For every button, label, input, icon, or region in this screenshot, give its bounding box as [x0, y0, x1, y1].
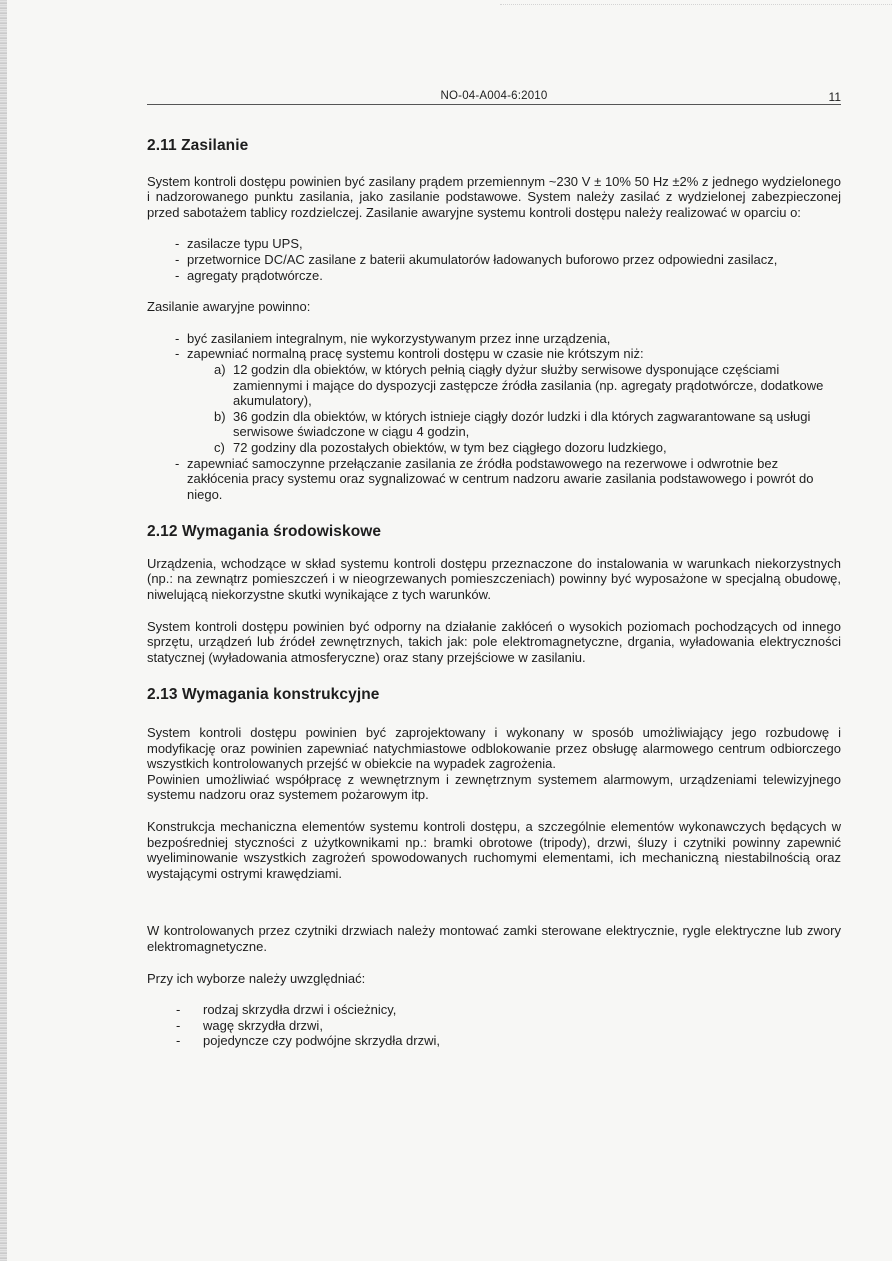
- section-title: 2.13 Wymagania konstrukcyjne: [147, 686, 380, 704]
- list-item-text: zapewniać normalną pracę systemu kontroli dostępu w czasie nie krótszym niż:: [187, 346, 644, 362]
- list-item: - przetwornice DC/AC zasilane z baterii akumulatorów ładowanych buforowo przez odpowiedni zasilacz,: [147, 252, 841, 268]
- list-item: - zasilacze typu UPS,: [147, 236, 841, 252]
- list-item: [147, 346, 841, 455]
- power-source-list: [147, 236, 841, 283]
- paragraph: Urządzenia, wchodzące w skład systemu kontroli dostępu przeznaczone do instalowania w warunkach niekorzystnych (np.: na zewnątrz pomieszczeń i w nieogrzewanych pomieszczeniach) powinny być wyposażone w specjalną obudowę, niwelującą niekorzystne skutki wynikające z tych warunków.: [147, 555, 841, 603]
- list-item: - zapewniać samoczynne przełączanie zasilania ze źródła podstawowego na rezerwowe i odwrotnie bez zakłócenia pracy systemu oraz sygnalizować w centrum nadzoru awarie zasilania podstawowego i powrót do niego.: [147, 456, 841, 503]
- selection-criteria-list: [147, 1002, 841, 1049]
- section-title: 2.12 Wymagania środowiskowe: [147, 523, 382, 541]
- scan-top-edge: [500, 0, 892, 5]
- section-2-13: [147, 687, 841, 1049]
- sublist-item: [147, 409, 841, 440]
- list-item: - rodzaj skrzydła drzwi i ościeżnicy,: [147, 1002, 841, 1018]
- paragraph: System kontroli dostępu powinien być zaprojektowany i wykonany w sposób umożliwiający jego rozbudowę i modyfikację oraz powinien zapewniać natychmiastowe odblokowanie przez obsługę alarmowego centrum odbiorczego wszystkich kontrolowanych przejść w obiekcie na wypadek zagrożenia.: [147, 725, 841, 772]
- paragraph: Zasilanie awaryjne powinno:: [147, 299, 311, 315]
- paragraph: Przy ich wyborze należy uwzględniać:: [147, 970, 366, 986]
- sublist-text: 72 godziny dla pozostałych obiektów, w tym bez ciągłego dozoru ludzkiego,: [233, 439, 667, 455]
- paragraph: Powinien umożliwiać współpracę z wewnętrznym i zewnętrznym systemem alarmowym, urządzeniami telewizyjnego systemu nadzoru oraz systemem pożarowym itp.: [147, 771, 841, 803]
- scan-edge-shadow: [0, 0, 7, 1261]
- sublist-item: [147, 362, 841, 409]
- sublist-marker: a): [214, 361, 226, 377]
- requirements-list: [147, 331, 841, 503]
- list-item: - agregaty prądotwórcze.: [147, 268, 841, 284]
- sublist-marker: b): [214, 408, 226, 424]
- page-header: [147, 86, 841, 105]
- sublist-text: 12 godzin dla obiektów, w których pełnią ciągły dyżur służby serwisowe dysponujące częściami zamiennymi i mające do dyspozycji zastępcze źródła zasilania (np. agregaty prądotwórcze, dodatkowe akumulatory),: [233, 361, 824, 409]
- list-item: - pojedyncze czy podwójne skrzydła drzwi,: [147, 1033, 841, 1049]
- paragraph: System kontroli dostępu powinien być zasilany prądem przemiennym ~230 V ± 10% 50 Hz ±2% z jednego wydzielonego i nadzorowanego punktu zasilania, jako zasilanie podstawowe. System należy zasilać z wydzielonej zabezpieczonej przed sabotażem tablicy rozdzielczej. Zasilanie awaryjne systemu kontroli dostępu należy realizować w oparciu o:: [147, 173, 841, 220]
- paragraph: W kontrolowanych przez czytniki drzwiach należy montować zamki sterowane elektrycznie, rygle elektryczne lub zwory elektromagnetyczne.: [147, 923, 841, 954]
- list-item: - wagę skrzydła drzwi,: [147, 1018, 841, 1034]
- section-2-12: [147, 524, 841, 665]
- page-number: 11: [828, 90, 841, 104]
- duration-sublist: [147, 362, 841, 456]
- paragraph: System kontroli dostępu powinien być odporny na działanie zakłóceń o wysokich poziomach pochodzących od innego sprzętu, urządzeń lub źródeł zewnętrznych, takich jak: pole elektromagnetyczne, drgania, wyładowania elektryczności statycznej (wyładowania atmosferyczne) oraz stany przejściowe w zasilaniu.: [147, 618, 841, 665]
- document-page: [147, 86, 841, 1049]
- section-title: 2.11 Zasilanie: [147, 137, 249, 154]
- paragraph: Konstrukcja mechaniczna elementów systemu kontroli dostępu, a szczególnie elementów wykonawczych będących w bezpośredniej styczności z użytkownikami np.: bramki obrotowe (tripody), drzwi, śluzy i czytniki powinny zapewnić wyeliminowanie wszystkich zagrożeń spowodowanych ruchomymi elementami, ich mechaniczną niestabilnością oraz wystającymi ostrymi krawędziami.: [147, 819, 841, 881]
- sublist-marker: c): [214, 439, 225, 455]
- sublist-item: [147, 440, 841, 456]
- sublist-text: 36 godzin dla obiektów, w których istnieje ciągły dozór ludzki i dla których zagwarantowane są usługi serwisowe świadczone w ciągu 4 godzin,: [233, 408, 811, 440]
- list-item: - być zasilaniem integralnym, nie wykorzystywanym przez inne urządzenia,: [147, 331, 841, 347]
- document-code: NO-04-A004-6:2010: [440, 90, 548, 102]
- section-2-11: [147, 138, 841, 502]
